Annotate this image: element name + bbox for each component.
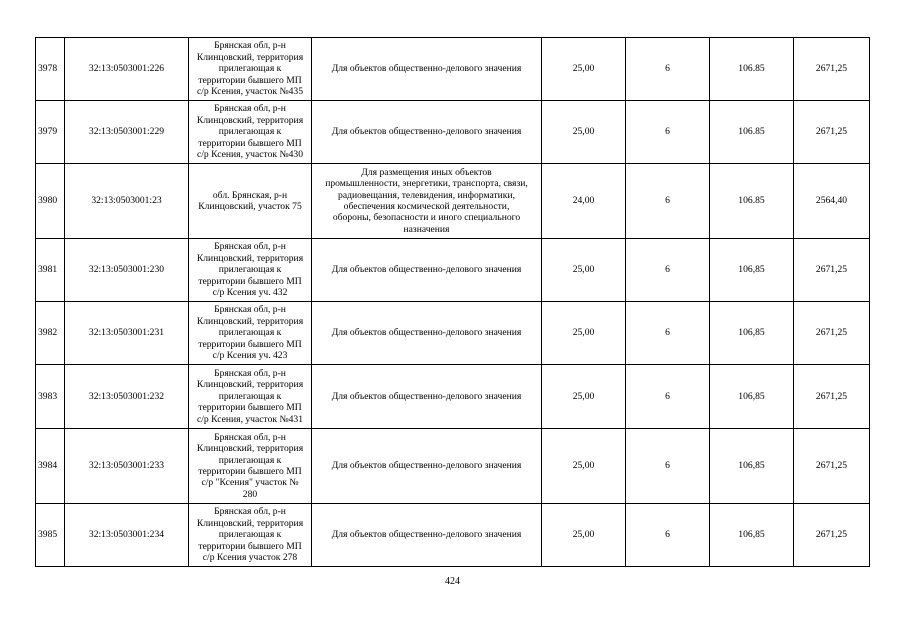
cadastral-number-cell: 32:13:0503001:226 — [65, 38, 189, 101]
cadastral-value-cell: 2671,25 — [794, 365, 870, 429]
cadastral-number-cell: 32:13:0503001:232 — [65, 365, 189, 429]
specific-value-cell: 106,85 — [710, 429, 794, 504]
cadastral-number-cell: 32:13:0503001:230 — [65, 239, 189, 302]
group-number-cell: 6 — [626, 429, 710, 504]
land-use-purpose-cell: Для объектов общественно-делового значения — [312, 365, 542, 429]
land-use-purpose-cell: Для объектов общественно-делового значения — [312, 239, 542, 302]
table-row — [36, 365, 870, 429]
table-body — [36, 38, 870, 567]
cadastral-value-table — [35, 37, 870, 567]
table-row — [36, 101, 870, 164]
page-number: 424 — [445, 576, 460, 587]
row-number-cell: 3980 — [36, 164, 65, 239]
address-cell: Брянская обл, р-н Клинцовский, территория прилегающая к территории бывшего МП с/р Ксения участок 278 — [189, 504, 312, 567]
cadastral-number-cell: 32:13:0503001:231 — [65, 302, 189, 365]
row-number-cell: 3979 — [36, 101, 65, 164]
address-cell: Брянская обл, р-н Клинцовский, территория прилегающая к территории бывшего МП с/р Ксения, участок №430 — [189, 101, 312, 164]
address-cell: Брянская обл, р-н Клинцовский, территория прилегающая к территории бывшего МП с/р Ксения, участок №431 — [189, 365, 312, 429]
cadastral-value-cell: 2671,25 — [794, 504, 870, 567]
group-number-cell: 6 — [626, 302, 710, 365]
area-cell: 25,00 — [542, 365, 626, 429]
address-cell: Брянская обл, р-н Клинцовский, территория прилегающая к территории бывшего МП с/р Ксения, участок №435 — [189, 38, 312, 101]
area-cell: 25,00 — [542, 101, 626, 164]
specific-value-cell: 106,85 — [710, 365, 794, 429]
land-use-purpose-cell: Для объектов общественно-делового значения — [312, 429, 542, 504]
area-cell: 25,00 — [542, 504, 626, 567]
group-number-cell: 6 — [626, 239, 710, 302]
area-cell: 25,00 — [542, 239, 626, 302]
table-row — [36, 164, 870, 239]
land-use-purpose-cell: Для размещения иных объектов промышленности, энергетики, транспорта, связи, радиовещания, телевидения, информатики, обеспечения космической деятельности, обороны, безопасности и иного специального назначения — [312, 164, 542, 239]
cadastral-number-cell: 32:13:0503001:234 — [65, 504, 189, 567]
area-cell: 24,00 — [542, 164, 626, 239]
specific-value-cell: 106,85 — [710, 302, 794, 365]
address-cell: Брянская обл, р-н Клинцовский, территория прилегающая к территории бывшего МП с/р Ксения уч. 423 — [189, 302, 312, 365]
group-number-cell: 6 — [626, 101, 710, 164]
address-cell: Брянская обл, р-н Клинцовский, территория прилегающая к территории бывшего МП с/р "Ксения" участок № 280 — [189, 429, 312, 504]
table-row — [36, 429, 870, 504]
row-number-cell: 3985 — [36, 504, 65, 567]
cadastral-value-cell: 2564,40 — [794, 164, 870, 239]
group-number-cell: 6 — [626, 504, 710, 567]
cadastral-value-cell: 2671,25 — [794, 101, 870, 164]
cadastral-number-cell: 32:13:0503001:233 — [65, 429, 189, 504]
area-cell: 25,00 — [542, 38, 626, 101]
area-cell: 25,00 — [542, 429, 626, 504]
land-use-purpose-cell: Для объектов общественно-делового значения — [312, 504, 542, 567]
specific-value-cell: 106,85 — [710, 504, 794, 567]
specific-value-cell: 106.85 — [710, 164, 794, 239]
cadastral-value-cell: 2671,25 — [794, 302, 870, 365]
row-number-cell: 3981 — [36, 239, 65, 302]
cadastral-number-cell: 32:13:0503001:229 — [65, 101, 189, 164]
address-cell: Брянская обл, р-н Клинцовский, территория прилегающая к территории бывшего МП с/р Ксения уч. 432 — [189, 239, 312, 302]
cadastral-value-cell: 2671,25 — [794, 239, 870, 302]
group-number-cell: 6 — [626, 38, 710, 101]
table-row — [36, 504, 870, 567]
row-number-cell: 3978 — [36, 38, 65, 101]
table-row — [36, 239, 870, 302]
cadastral-value-cell: 2671,25 — [794, 38, 870, 101]
address-cell: обл. Брянская, р-н Клинцовский, участок 75 — [189, 164, 312, 239]
cadastral-number-cell: 32:13:0503001:23 — [65, 164, 189, 239]
row-number-cell: 3984 — [36, 429, 65, 504]
group-number-cell: 6 — [626, 164, 710, 239]
cadastral-value-cell: 2671,25 — [794, 429, 870, 504]
table-row — [36, 302, 870, 365]
area-cell: 25,00 — [542, 302, 626, 365]
group-number-cell: 6 — [626, 365, 710, 429]
table-row — [36, 38, 870, 101]
specific-value-cell: 106.85 — [710, 101, 794, 164]
land-use-purpose-cell: Для объектов общественно-делового значения — [312, 302, 542, 365]
row-number-cell: 3983 — [36, 365, 65, 429]
specific-value-cell: 106,85 — [710, 239, 794, 302]
land-use-purpose-cell: Для объектов общественно-делового значения — [312, 38, 542, 101]
row-number-cell: 3982 — [36, 302, 65, 365]
land-use-purpose-cell: Для объектов общественно-делового значения — [312, 101, 542, 164]
specific-value-cell: 106.85 — [710, 38, 794, 101]
